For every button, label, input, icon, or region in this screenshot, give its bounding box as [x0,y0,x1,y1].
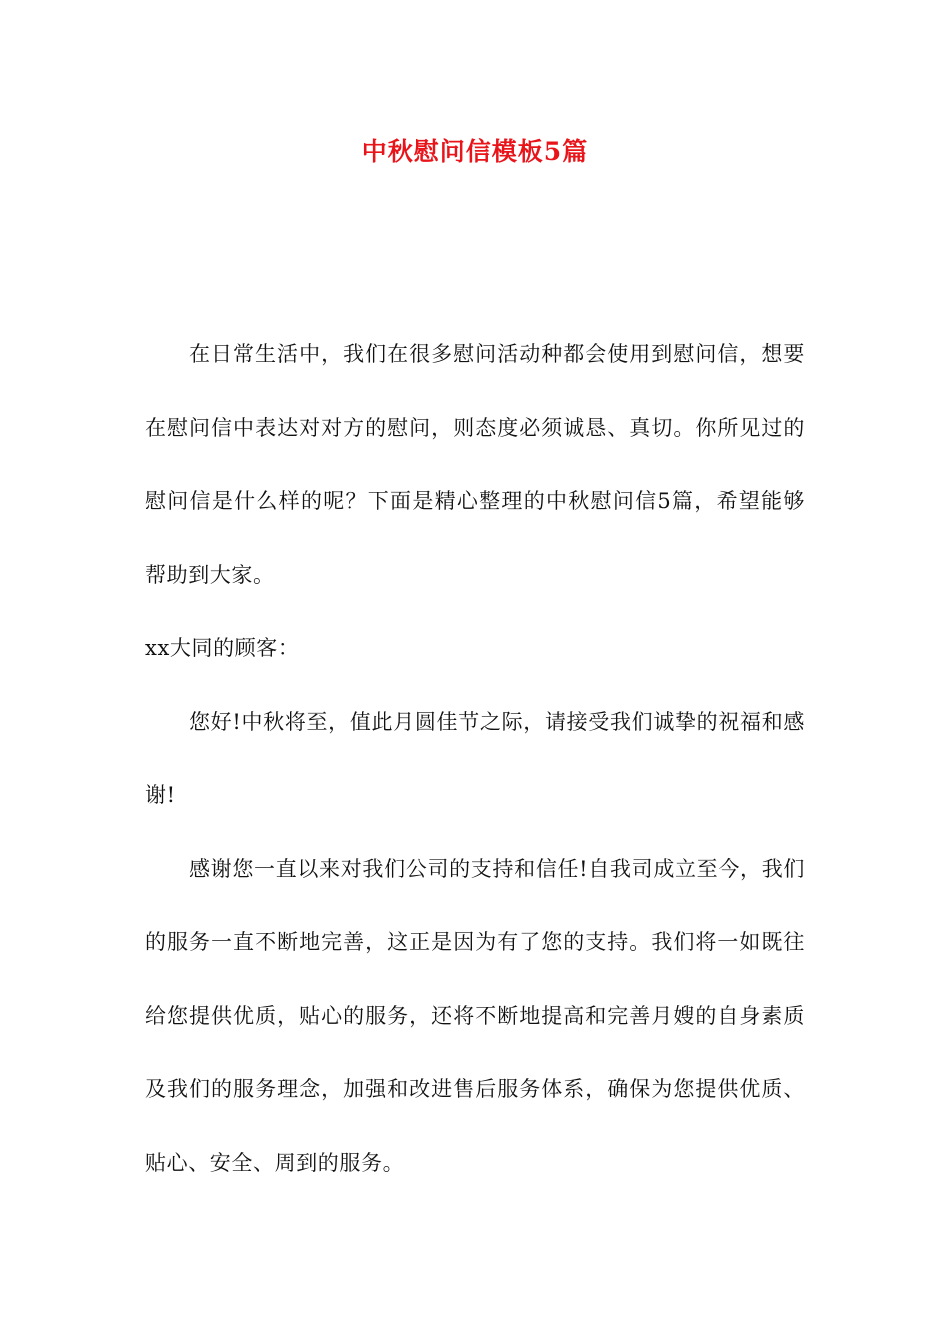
salutation-line: xx大同的顾客： [145,636,300,660]
intro-paragraph: 在日常生活中，我们在很多慰问活动种都会使用到慰问信，想要在慰问信中表达对对方的慰问，则态度必须诚恳、真切。你所见过的慰问信是什么样的呢？下面是精心整理的中秋慰问信5篇，希望能够帮助到大家。 [145,342,805,587]
greeting-paragraph: 您好!中秋将至，值此月圆佳节之际，请接受我们诚挚的祝福和感谢! [145,709,805,807]
thanks-paragraph: 感谢您一直以来对我们公司的支持和信任!自我司成立至今，我们的服务一直不断地完善，这正是因为有了您的支持。我们将一如既往给您提供优质，贴心的服务，还将不断地提高和完善月嫂的自身素质及我们的服务理念，加强和改进售后服务体系，确保为您提供优质、贴心、安全、周到的服务。 [145,856,805,1175]
document-title: 中秋慰问信模板5篇 [361,137,589,166]
document-body [145,318,805,1200]
